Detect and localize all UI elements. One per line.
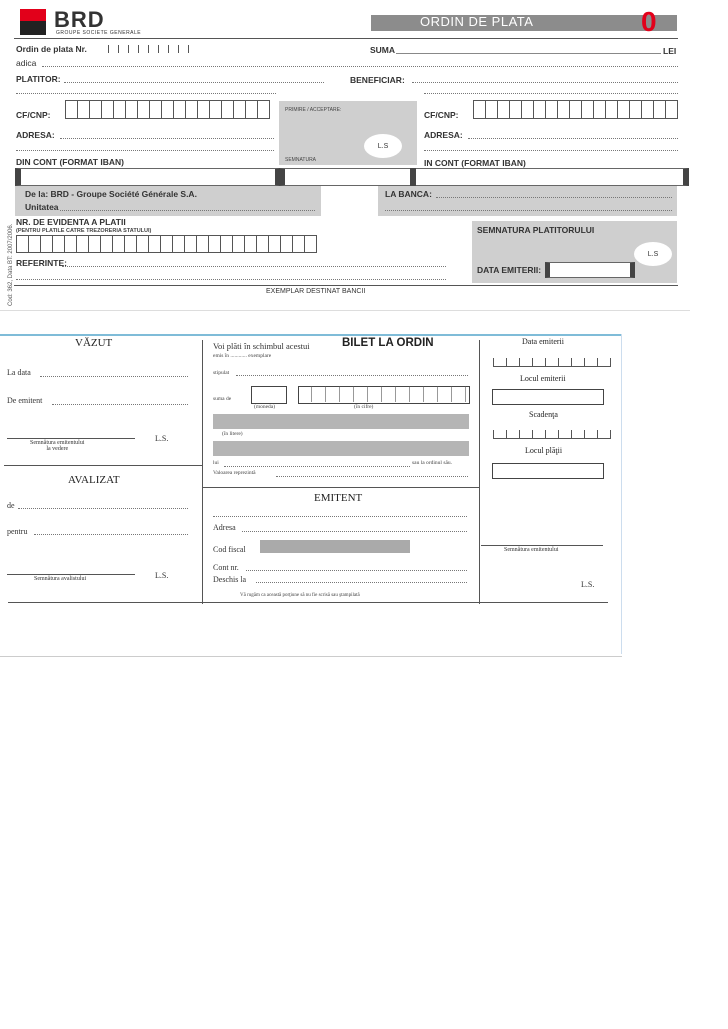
beneficiary-address-line2[interactable] xyxy=(424,150,678,151)
payee-label: lui xyxy=(213,460,219,466)
beneficiary-address-label: ADRESA: xyxy=(424,130,463,140)
payer-address-label: ADRESA: xyxy=(16,130,55,140)
issue-date-ticks[interactable] xyxy=(493,358,611,367)
issuer-address-field[interactable] xyxy=(242,531,467,532)
promissory-note xyxy=(0,336,622,606)
payer-address-line2[interactable] xyxy=(16,150,274,151)
issuer-signature-caption: Semnătura emitentului xyxy=(504,547,559,553)
branch-label: Unitatea xyxy=(25,202,59,212)
debit-iban-field[interactable] xyxy=(15,168,281,186)
copy-mark: 0 xyxy=(641,6,657,37)
issuer-title: EMITENT xyxy=(314,492,363,504)
due-date-title: Scadenţa xyxy=(529,410,558,419)
payment-order-form xyxy=(0,0,690,310)
order-number-boxes[interactable] xyxy=(108,45,189,53)
copy-destination-label: EXEMPLAR DESTINAT BANCII xyxy=(266,288,366,295)
beneficiary-cnp-label: CF/CNP: xyxy=(424,110,459,120)
endorser-signature-caption: Semnătura avalistului xyxy=(34,576,87,582)
account-no-field[interactable] xyxy=(246,570,467,571)
debit-bank-label: De la: BRD - Groupe Société Générale S.A. xyxy=(25,189,197,199)
payer-address-field[interactable] xyxy=(60,138,274,139)
payment-record-sub: (PENTRU PLATILE CATRE TREZORERIA STATULUI) xyxy=(16,228,152,234)
references-label: REFERINTE: xyxy=(16,258,67,268)
payer-field[interactable] xyxy=(64,82,324,83)
issue-place-title: Locul emiterii xyxy=(520,374,566,383)
payment-record-label: NR. DE EVIDENTA A PLATII xyxy=(16,217,126,227)
order-number-label: Ordin de plata Nr. xyxy=(16,44,87,54)
issuer-top-rule xyxy=(202,487,479,488)
form-code: Cod: 362, Data BT: 2007/2006. xyxy=(8,223,14,306)
seen-signature-line[interactable] xyxy=(7,438,135,439)
acceptance-signature-label: SEMNATURA xyxy=(285,157,317,163)
credit-account-label: IN CONT (FORMAT IBAN) xyxy=(424,158,526,168)
endorser-ls: L.S. xyxy=(155,571,169,580)
payer-signature-label: SEMNATURA PLATITORULUI xyxy=(477,225,595,235)
note-divider-right xyxy=(479,340,480,604)
acceptance-label: PRIMIRE / ACCEPTARE: xyxy=(285,107,342,113)
beneficiary-cnp-boxes[interactable] xyxy=(473,100,678,119)
logo-text: BRD xyxy=(54,7,105,32)
seen-ls: L.S. xyxy=(155,434,169,443)
value-label: Valoarea reprezintă xyxy=(213,470,256,476)
endorsed-by-field[interactable] xyxy=(18,508,188,509)
payment-place-field[interactable] xyxy=(492,463,604,479)
payer-extra-line xyxy=(16,93,276,94)
endorsed-title: AVALIZAT xyxy=(68,474,120,486)
order-of-label: sau la ordinul său. xyxy=(412,460,453,466)
payment-place-title: Locul plăţii xyxy=(525,446,563,455)
currency-caption: (moneda) xyxy=(254,404,276,410)
seen-date-label: La data xyxy=(7,368,31,377)
credit-bank-field[interactable] xyxy=(436,197,672,198)
currency-label: LEI xyxy=(663,46,677,56)
issued-copies-label: emis în ............ exemplare xyxy=(213,353,272,359)
amount-words-label: adica xyxy=(16,58,37,68)
note-title: BILET LA ORDIN xyxy=(342,337,434,349)
bottom-rule xyxy=(14,285,678,286)
beneficiary-extra-line xyxy=(424,93,678,94)
value-field[interactable] xyxy=(276,476,468,477)
brd-logo-mark xyxy=(20,9,46,35)
do-not-write-note: Vă rugăm ca această porţiune să nu fie scrisă sau ştampilată xyxy=(240,593,360,598)
amount-words-band-2[interactable] xyxy=(213,441,469,456)
seen-signature-caption: Semnătura emitentului la vedere xyxy=(30,440,85,452)
seen-issuer-field[interactable] xyxy=(52,404,188,405)
payer-cnp-boxes[interactable] xyxy=(65,100,270,119)
branch-field[interactable] xyxy=(60,210,315,211)
amount-digit-ticks xyxy=(298,386,468,402)
amount-field[interactable] xyxy=(396,53,661,54)
tax-id-label: Cod fiscal xyxy=(213,545,246,554)
endorser-signature-line[interactable] xyxy=(7,574,135,575)
issue-date-field[interactable] xyxy=(545,262,635,278)
account-no-label: Cont nr. xyxy=(213,563,239,572)
credit-bank-line2[interactable] xyxy=(385,210,672,211)
will-pay-label: Voi plăti în schimbul acestui xyxy=(213,341,310,351)
opened-at-label: Deschis la xyxy=(213,575,247,584)
seen-title: VĂZUT xyxy=(75,337,113,349)
stipulated-label: stipulat xyxy=(213,370,230,376)
amount-digits-caption: (în cifre) xyxy=(354,404,374,410)
credit-iban-field[interactable] xyxy=(279,168,689,186)
opened-at-field[interactable] xyxy=(256,582,467,583)
page-lower-rule xyxy=(0,656,622,657)
issuer-name-field[interactable] xyxy=(213,516,467,517)
tax-id-field[interactable] xyxy=(260,540,410,553)
endorsed-for-field[interactable] xyxy=(34,534,188,535)
payer-signature-seal: L.S xyxy=(634,242,672,266)
acceptance-seal: L.S xyxy=(364,134,402,158)
issue-date-title: Data emiterii xyxy=(522,337,564,346)
currency-box[interactable] xyxy=(251,386,287,404)
amount-words-band[interactable] xyxy=(213,414,469,429)
credit-bank-label: LA BANCA: xyxy=(385,189,432,199)
beneficiary-label: BENEFICIAR: xyxy=(350,75,405,85)
payment-record-boxes[interactable] xyxy=(16,235,317,253)
seen-issuer-label: De emitent xyxy=(7,396,43,405)
beneficiary-field[interactable] xyxy=(412,82,678,83)
seen-date-field[interactable] xyxy=(40,376,188,377)
payer-label: PLATITOR: xyxy=(16,74,61,84)
endorsed-by-label: de xyxy=(7,501,15,510)
sheet-edge-top xyxy=(0,310,690,311)
note-bottom-rule xyxy=(8,602,608,603)
header-rule xyxy=(14,38,678,39)
issue-date-label: DATA EMITERII: xyxy=(477,265,542,275)
endorsed-for-label: pentru xyxy=(7,527,28,536)
stipulated-field[interactable] xyxy=(236,375,468,376)
seen-section-rule xyxy=(4,465,202,466)
sum-of-label: suma de xyxy=(213,396,232,402)
amount-label: SUMA xyxy=(370,45,396,55)
payer-cnp-label: CF/CNP: xyxy=(16,110,51,120)
amount-words-caption: (în litere) xyxy=(222,431,243,437)
references-field[interactable] xyxy=(62,266,446,267)
payee-field[interactable] xyxy=(224,466,410,467)
iban-divider xyxy=(410,168,416,186)
issuer-ls: L.S. xyxy=(581,580,595,589)
logo-subtitle: GROUPE SOCIETE GENERALE xyxy=(56,30,142,36)
amount-words-field[interactable] xyxy=(42,66,678,67)
debit-account-label: DIN CONT (FORMAT IBAN) xyxy=(16,157,124,167)
issue-place-field[interactable] xyxy=(492,389,604,405)
form-title: ORDIN DE PLATA xyxy=(420,14,534,29)
note-divider-left xyxy=(202,340,203,604)
due-date-ticks[interactable] xyxy=(493,430,611,439)
issuer-signature-line[interactable] xyxy=(481,545,603,546)
beneficiary-address-field[interactable] xyxy=(468,138,678,139)
references-line2[interactable] xyxy=(16,279,446,280)
issuer-address-label: Adresa xyxy=(213,523,236,532)
